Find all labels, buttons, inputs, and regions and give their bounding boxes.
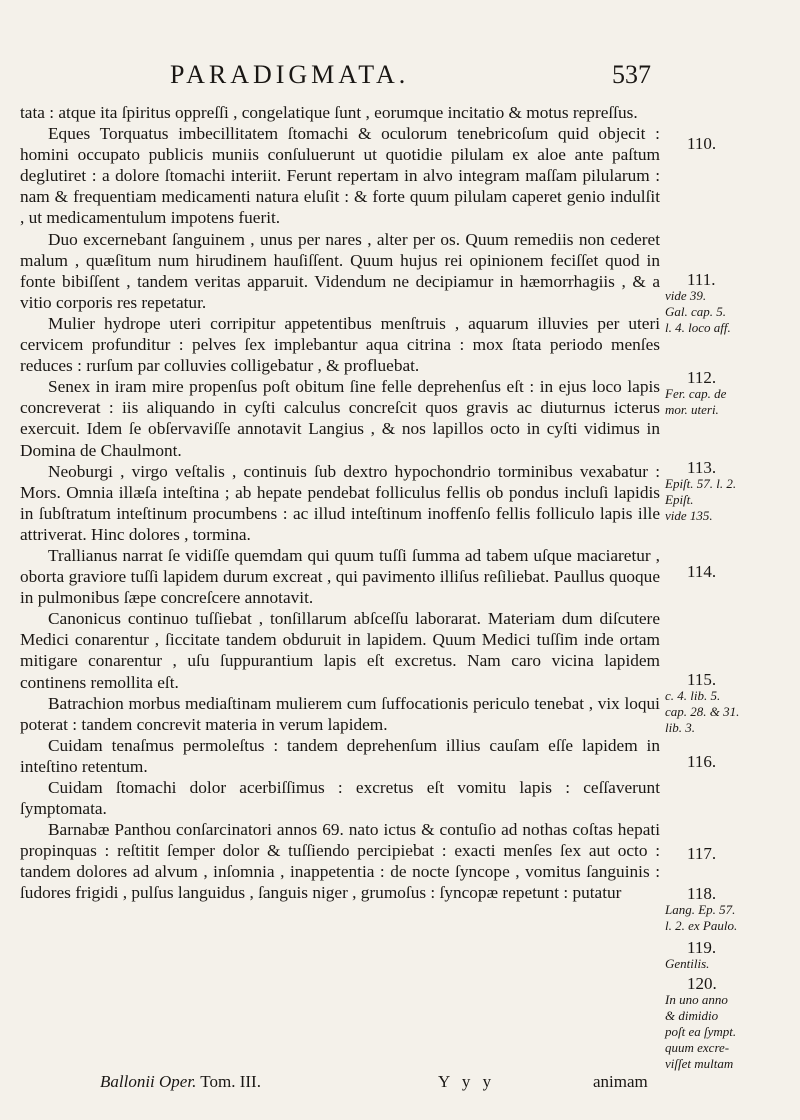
margin-note: [665, 940, 795, 972]
note-ref: l. 4. loco aff.: [665, 320, 731, 335]
note-ref: Fer. cap. de: [665, 386, 727, 401]
margin-note: [665, 272, 795, 336]
page-footer: [0, 1072, 800, 1096]
paragraph: Neoburgi , virgo veſtalis , continuis ſub dextro hypochondrio torminibus vexabatur : Mors. Omnia illæſa inteſtina ; ab hepate pendebat folliculus fellis ob pondus incluſi lapidis in ſubſtratum inteſtinum procumbens : ac illud inteſtinum inoffenſo fellis folliculo lapis ille attriverat. Hinc dolores , tormina.: [20, 461, 660, 544]
margin-note: [665, 976, 795, 1072]
running-title: PARADIGMATA.: [170, 60, 410, 89]
note-number: 114.: [687, 562, 717, 581]
note-ref: Epiſt.: [665, 492, 694, 507]
note-ref: cap. 28. & 31.: [665, 704, 740, 719]
note-number: 115.: [687, 670, 717, 689]
paragraph: Duo excernebant ſanguinem , unus per nares , alter per os. Quum remediis non cederet malum , quæſitum num hirudinem hauſiſſent. Quum hujus rei opinionem feciſſet quod in fonte bibiſſent , tandem veritas apparuit. Videndum ne decipiamur in hæmorrhagiis , & a vitio corporis res repetatur.: [20, 229, 660, 312]
note-ref: poſt ea ſympt.: [665, 1024, 737, 1039]
signature-mark: Y y y: [438, 1072, 496, 1091]
paragraph: Canonicus continuo tuſſiebat , tonſillarum abſceſſu laborarat. Materiam dum diſcutere Medici conarentur , ſiccitate tandem obduruit in lapidem. Quum Medici tuſſim inde ortam mitigare conarentur , uſu ſuppurantium lapis eſt excretus. Nam caro vicina lapidem continens remollita eſt.: [20, 609, 660, 692]
note-ref: Gentilis.: [665, 956, 710, 971]
note-number: 117.: [687, 844, 717, 863]
note-ref: lib. 3.: [665, 720, 695, 735]
paragraph: Trallianus narrat ſe vidiſſe quemdam qui quum tuſſi ſumma ad tabem uſque maciaretur , oborta graviore tuſſi lapidem durum excreat , qui pavimento illiſus reſiliebat. Paullus quoque in pulmonibus ſæpe concreſcere annotavit.: [20, 545, 660, 608]
note-number: 112.: [687, 368, 717, 387]
note-ref: mor. uteri.: [665, 402, 719, 417]
page-number: 537: [612, 60, 651, 89]
paragraph: Batrachion morbus mediaſtinam mulierem cum ſuffocationis periculo tenebat , vix loqui poterat : tandem concrevit materia in verum lapidem.: [20, 693, 660, 734]
note-ref: Epiſt. 57. l. 2.: [665, 476, 737, 491]
note-ref: Lang. Ep. 57.: [665, 902, 736, 917]
note-number: 119.: [687, 938, 717, 957]
margin-note: [665, 370, 795, 418]
paragraph: Cuidam tenaſmus permoleſtus : tandem deprehenſum illius cauſam eſſe lapidem in inteſtino retentum.: [20, 735, 660, 776]
margin-note: [665, 754, 795, 770]
margin-note: [665, 846, 795, 862]
note-ref: vide 135.: [665, 508, 713, 523]
note-ref: Gal. cap. 5.: [665, 304, 727, 319]
paragraph: Senex in iram mire propenſus poſt obitum ſine felle deprehenſus eſt : in ejus loco lapis concreverat : iis aliquando in cyſti calculus concreſcit quos gravis ac diuturnus icterus exercuit. Idem ſe obſervaviſſe annotavit Langius , & nos lapillos octo in cyſti vidimus in Domina de Chaulmont.: [20, 377, 660, 460]
margin-note: [665, 564, 795, 580]
note-ref: vide 39.: [665, 288, 707, 303]
note-ref: quum excre-: [665, 1040, 730, 1055]
note-number: 118.: [687, 884, 717, 903]
note-ref: & dimidio: [665, 1008, 719, 1023]
note-ref: l. 2. ex Paulo.: [665, 918, 738, 933]
footer-author: Ballonii Oper.: [100, 1072, 197, 1091]
paragraph: Mulier hydrope uteri corripitur appetentibus menſtruis , aquarum illuvies per uteri cervicem profunditur : pelves ſex implebantur aqua citrina : mox ſtata periodo menſes reduces : rurſum par colluvies colligebatur , & profluebat.: [20, 313, 660, 376]
note-ref: c. 4. lib. 5.: [665, 688, 721, 703]
margin-note: [665, 672, 795, 736]
paragraph: Barnabæ Panthou conſarcinatori annos 69. nato ictus & contuſio ad nothas coſtas hepati propinquas : reſtitit ſemper dolor & tuſſiendo percipiebat : exacti menſes ſex aut octo : tandem dolores ad alvum , inſomnia , inappetentia : de nocte ſyncope , vomitus ſanguinis : ſudores frigidi , pulſus languidus , ſanguis niger , grumoſus : ſyncopæ repetunt : putatur: [20, 820, 660, 903]
note-number: 116.: [687, 752, 717, 771]
paragraph: tata : atque ita ſpiritus oppreſſi , congelatique ſunt , eorumque incitatio & motus repreſſus.: [20, 103, 638, 122]
note-ref: viſſet multam: [665, 1056, 734, 1071]
catchword: animam: [593, 1072, 648, 1091]
paragraph: Cuidam ſtomachi dolor acerbiſſimus : excretus eſt vomitu lapis : ceſſaverunt ſymptomata.: [20, 778, 660, 819]
page-header: [0, 60, 800, 96]
note-number: 113.: [687, 458, 717, 477]
note-number: 120.: [687, 974, 717, 993]
margin-note: [665, 886, 795, 934]
footer-volume: Tom. III.: [200, 1072, 261, 1091]
main-text: [20, 102, 660, 904]
footer-imprint: [100, 1072, 261, 1092]
margin-note: [665, 136, 795, 152]
margin-note: [665, 460, 795, 524]
paragraph: Eques Torquatus imbecillitatem ſtomachi & oculorum tenebricoſum quid objecit : homini occupato publicis muniis conſuluerunt ut quotidie pilulam ex aloe ante paſtum deglutiret : a dolore ſtomachi interiit. Ferunt repertam in alvo integram maſſam pilularum : nam & frequentiam medicamenti natura eluſit : & forte quum pilulam caperet genio indulſit , ut medicamentulum impotens fuerit.: [20, 124, 660, 228]
note-number: 110.: [687, 134, 717, 153]
note-number: 111.: [687, 270, 716, 289]
note-ref: In uno anno: [665, 992, 728, 1007]
